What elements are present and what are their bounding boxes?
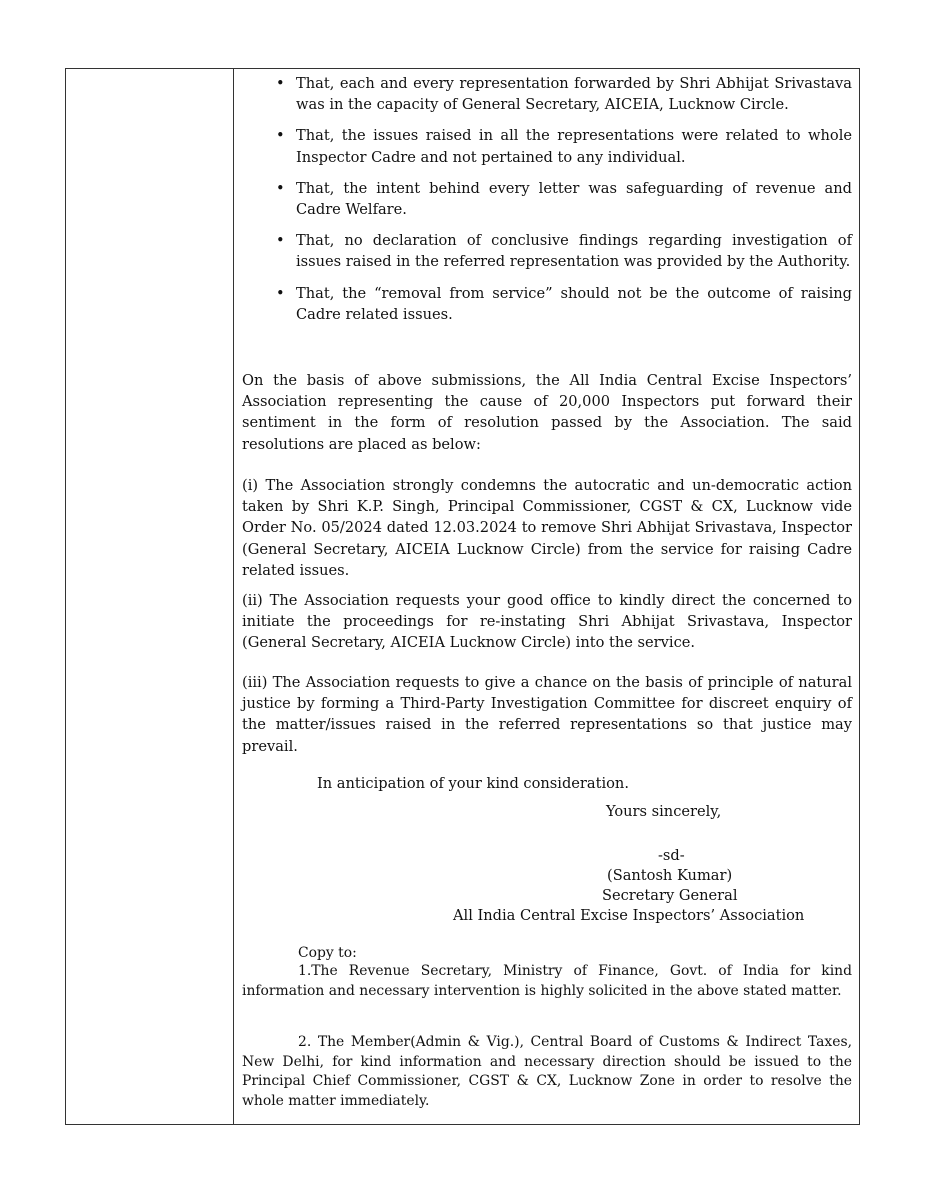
bullet-item: [242, 125, 852, 167]
bullet-item: [242, 178, 852, 220]
copy-to-label: Copy to:: [298, 945, 357, 961]
bullet-text: That, the “removal from service” should not be the outcome of raising Cadre related issues.: [296, 284, 852, 323]
resolution-3: (iii) The Association requests to give a chance on the basis of principle of natural justice by forming a Third-Party Investigation Committee for discreet enquiry of the matter/issues raised in the referred representations so that justice may prevail.: [242, 674, 852, 755]
resolution-1: (i) The Association strongly condemns the autocratic and un-democratic action taken by Shri K.P. Singh, Principal Commissioner, CGST & CX, Lucknow vide Order No. 05/2024 dated 12.03.2024 to remove Shri Abhijat Srivastava, Inspector (General Secretary, AICEIA Lucknow Circle) from the service for raising Cadre related issues.: [242, 477, 852, 579]
bullet-text: That, the intent behind every letter was safeguarding of revenue and Cadre Welfare.: [296, 179, 852, 219]
anticipation-line: In anticipation of your kind consideration.: [317, 775, 629, 792]
bullet-text: That, each and every representation forwarded by Shri Abhijat Srivastava was in the capacity of General Secretary, AICEIA, Lucknow Circle.: [296, 75, 852, 114]
signatory-name: (Santosh Kumar): [607, 867, 733, 884]
resolution-2: (ii) The Association requests your good office to kindly direct the concerned to initiate the proceedings for re-instating Shri Abhijat Srivastava, Inspector (General Secretary, AICEIA Lucknow Circle) into the service.: [242, 592, 852, 652]
bullet-list: [242, 73, 852, 325]
column-divider: [233, 69, 234, 1124]
copy-recipient-2: 2. The Member(Admin & Vig.), Central Board of Customs & Indirect Taxes, New Delhi, for kind information and necessary direction should be issued to the Principal Chief Commissioner, CGST & CX, Lucknow Zone in order to resolve the whole matter immediately.: [242, 1034, 852, 1109]
bullet-item: [242, 73, 852, 115]
submissions-paragraph: On the basis of above submissions, the All India Central Excise Inspectors’ Association representing the cause of 20,000 Inspectors put forward their sentiment in the form of resolution passed by the Association. The said resolutions are placed as below:: [242, 372, 852, 453]
submission-points: [242, 73, 852, 335]
bullet-text: That, no declaration of conclusive findings regarding investigation of issues raised in the referred representation was provided by the Authority.: [296, 232, 852, 271]
letter-table: [65, 68, 860, 1125]
signature-sd: -sd-: [658, 847, 685, 864]
closing-salutation: Yours sincerely,: [606, 803, 722, 820]
bullet-item: [242, 283, 852, 325]
signatory-organization: All India Central Excise Inspectors’ Association: [453, 907, 805, 924]
bullet-item: [242, 230, 852, 272]
copy-recipient-1: 1.The Revenue Secretary, Ministry of Finance, Govt. of India for kind information and necessary intervention is highly solicited in the above stated matter.: [242, 963, 852, 999]
signatory-title: Secretary General: [602, 887, 738, 904]
bullet-text: That, the issues raised in all the representations were related to whole Inspector Cadre and not pertained to any individual.: [296, 127, 852, 166]
